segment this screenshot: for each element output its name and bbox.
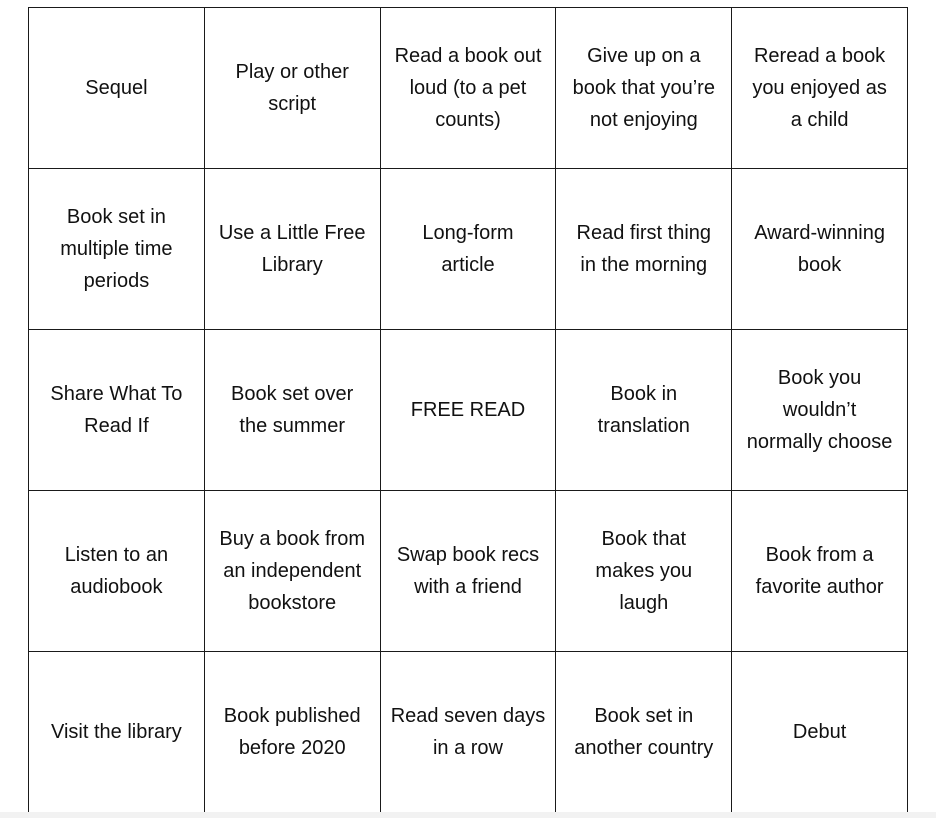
bingo-cell: Book in translation [556, 330, 732, 491]
bingo-cell: Reread a book you enjoyed as a child [732, 8, 908, 169]
bingo-cell: Use a Little Free Library [204, 169, 380, 330]
bingo-row [29, 169, 908, 330]
bingo-cell: Book published before 2020 [204, 652, 380, 813]
bingo-cell: Book that makes you laugh [556, 491, 732, 652]
bingo-cell: Book set in another country [556, 652, 732, 813]
bingo-cell: Give up on a book that you’re not enjoying [556, 8, 732, 169]
bingo-cell: Swap book recs with a friend [380, 491, 556, 652]
bingo-cell: Book from a favorite author [732, 491, 908, 652]
bingo-row [29, 330, 908, 491]
bingo-cell: Sequel [29, 8, 205, 169]
bingo-cell: Read first thing in the morning [556, 169, 732, 330]
bingo-cell: Book set in multiple time periods [29, 169, 205, 330]
bingo-cell: Book you wouldn’t normally choose [732, 330, 908, 491]
bingo-cell: Award-winning book [732, 169, 908, 330]
free-space-cell: FREE READ [380, 330, 556, 491]
bingo-cell: Book set over the summer [204, 330, 380, 491]
bingo-cell: Share What To Read If [29, 330, 205, 491]
bingo-cell: Visit the library [29, 652, 205, 813]
bingo-row [29, 8, 908, 169]
bingo-row [29, 652, 908, 813]
bingo-cell: Read seven days in a row [380, 652, 556, 813]
bingo-cell: Listen to an audiobook [29, 491, 205, 652]
bingo-cell: Debut [732, 652, 908, 813]
page-bottom-edge [0, 812, 936, 818]
bingo-cell: Play or other script [204, 8, 380, 169]
bingo-row [29, 491, 908, 652]
bingo-cell: Long-form article [380, 169, 556, 330]
bingo-cell: Read a book out loud (to a pet counts) [380, 8, 556, 169]
bingo-cell: Buy a book from an independent bookstore [204, 491, 380, 652]
bingo-card [28, 7, 908, 813]
